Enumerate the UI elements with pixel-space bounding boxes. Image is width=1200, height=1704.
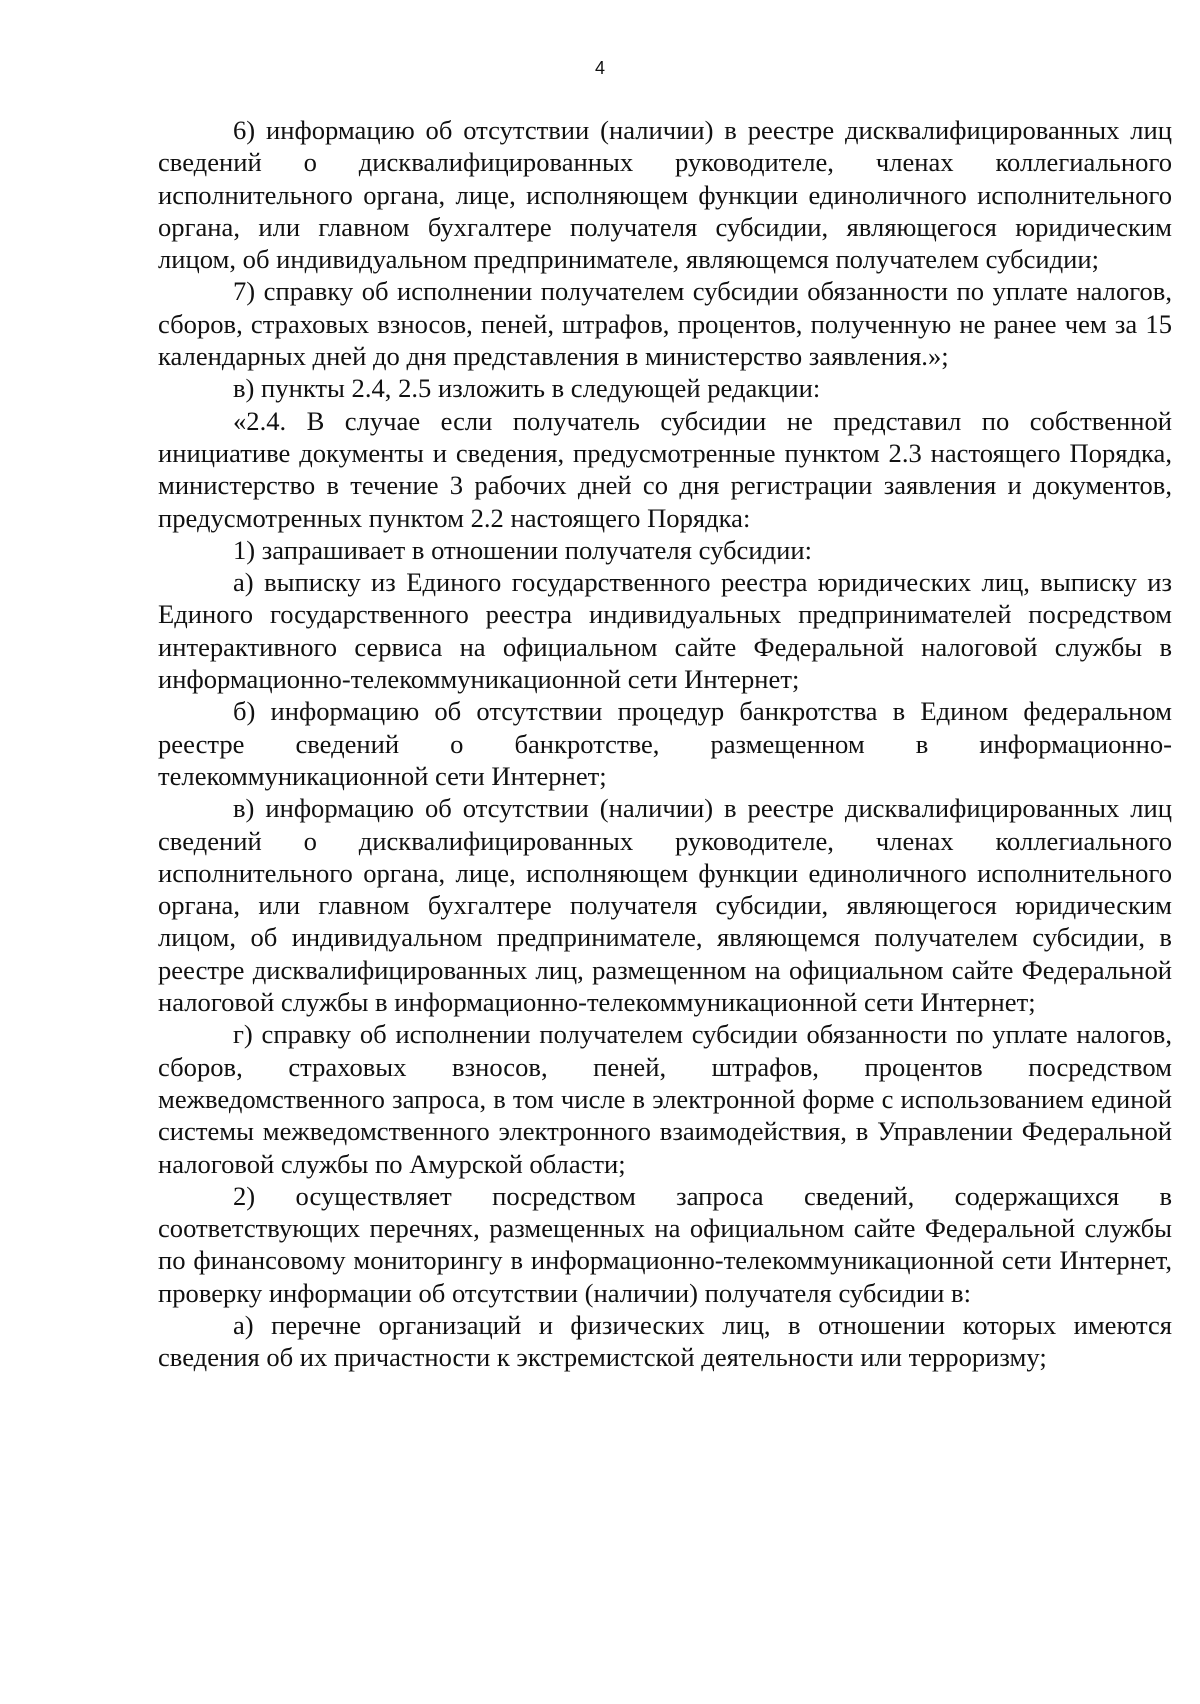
page-number: 4: [594, 58, 605, 78]
paragraph-2-4-intro: «2.4. В случае если получатель субсидии не представил по собственной инициативе документы и сведения, предусмотренные пунктом 2.3 настоящего Порядка, министерство в течение 3 рабочих дней со дня регистрации заявления и документов, предусмотренных пунктом 2.2 настоящего Порядка:: [158, 405, 1172, 533]
document-body: [158, 114, 1172, 1374]
paragraph-a-registry-extract: а) выписку из Единого государственного реестра юридических лиц, выписку из Единого государственного реестра индивидуальных предпринимателей посредством интерактивного сервиса на официальном сайте Федеральной налоговой службы в информационно-телекоммуникационной сети Интернет;: [158, 567, 1172, 695]
paragraph-v-disqualified-registry: в) информацию об отсутствии (наличии) в реестре дисквалифицированных лиц сведений о дисквалифицированных руководителе, членах коллегиального исполнительного органа, лице, исполняющем функции единоличного исполнительного органа, или главном бухгалтере получателя субсидии, являющегося юридическим лицом, об индивидуальном предпринимателе, являющемся получателем субсидии, в реестре дисквалифицированных лиц, размещенном на официальном сайте Федеральной налоговой службы в информационно-телекоммуникационной сети Интернет;: [158, 793, 1172, 1018]
paragraph-7-tax-certificate: 7) справку об исполнении получателем субсидии обязанности по уплате налогов, сборов, страховых взносов, пеней, штрафов, процентов, полученную не ранее чем за 15 календарных дней до дня представления в министерство заявления.»;: [158, 276, 1172, 372]
paragraph-2-financial-monitoring: 2) осуществляет посредством запроса сведений, содержащихся в соответствующих перечнях, размещенных на официальном сайте Федеральной службы по финансовому мониторингу в информационно-телекоммуникационной сети Интернет, проверку информации об отсутствии (наличии) получателя субсидии в:: [158, 1180, 1172, 1308]
paragraph-amendment-intro: в) пункты 2.4, 2.5 изложить в следующей редакции:: [233, 373, 821, 404]
paragraph-1-requests: 1) запрашивает в отношении получателя субсидии:: [233, 534, 812, 565]
paragraph-a-extremism-list: а) перечне организаций и физических лиц, в отношении которых имеются сведения об их причастности к экстремистской деятельности или терроризму;: [158, 1309, 1172, 1373]
paragraph-g-tax-certificate: г) справку об исполнении получателем субсидии обязанности по уплате налогов, сборов, страховых взносов, пеней, штрафов, процентов посредством межведомственного запроса, в том числе в электронной форме с использованием единой системы межведомственного электронного взаимодействия, в Управлении Федеральной налоговой службы по Амурской области;: [158, 1019, 1172, 1179]
paragraph-b-bankruptcy: б) информацию об отсутствии процедур банкротства в Едином федеральном реестре сведений о банкротстве, размещенном в информационно-телекоммуникационной сети Интернет;: [158, 696, 1172, 791]
paragraph-6-disqualified-persons: 6) информацию об отсутствии (наличии) в реестре дисквалифицированных лиц сведений о дисквалифицированных руководителе, членах коллегиального исполнительного органа, лице, исполняющем функции единоличного исполнительного органа, или главном бухгалтере получателя субсидии, являющегося юридическим лицом, об индивидуальном предпринимателе, являющемся получателем субсидии;: [158, 115, 1172, 275]
